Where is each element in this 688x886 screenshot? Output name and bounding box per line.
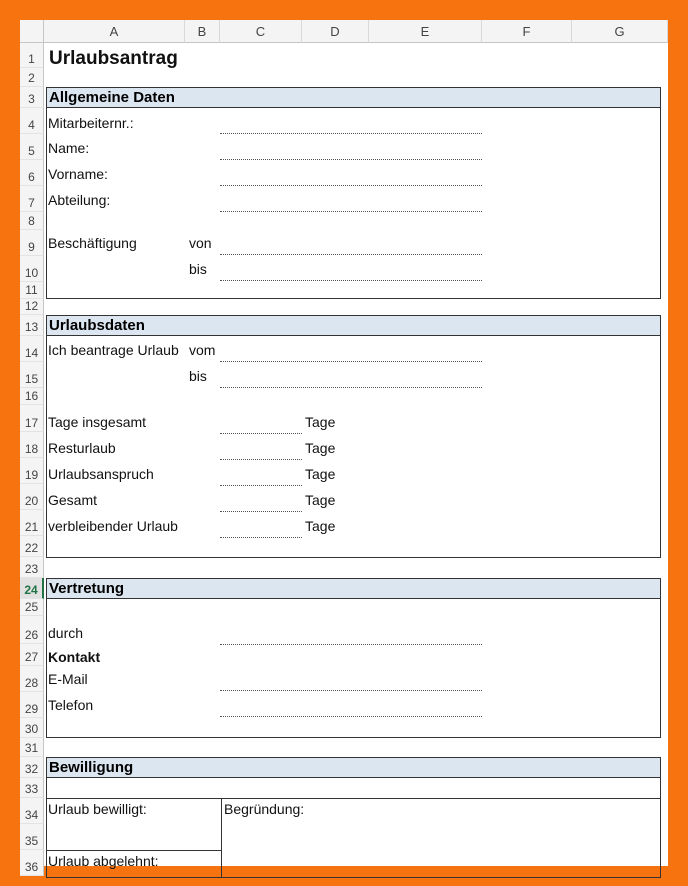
row-number: 9 (28, 240, 35, 254)
row-number: 15 (24, 372, 39, 386)
unit-tage: Tage (305, 492, 336, 508)
section-title: Urlaubsdaten (49, 317, 145, 334)
label-urlaub-bewilligt: Urlaub bewilligt: (48, 801, 147, 817)
input-abteilung[interactable] (220, 211, 482, 212)
bewilligung-divider (46, 798, 661, 799)
row-number: 18 (24, 442, 39, 456)
row-header[interactable] (20, 484, 44, 510)
row-number: 36 (24, 860, 39, 874)
row-header[interactable] (20, 336, 44, 362)
row-header[interactable] (20, 282, 44, 299)
label-durch: durch (48, 625, 84, 641)
section-header-allgemeine (46, 87, 661, 108)
row-number: 7 (28, 196, 35, 210)
row-number: 8 (28, 214, 35, 228)
section-header-vertretung (46, 578, 661, 599)
bewilligung-column-divider (221, 798, 222, 878)
bewilligung-row-divider (46, 850, 221, 851)
row-number: 34 (24, 808, 39, 822)
row-header[interactable] (20, 718, 44, 738)
unit-tage: Tage (305, 466, 336, 482)
label-beantrage: Ich beantrage Urlaub (48, 342, 179, 358)
row-number: 13 (24, 320, 39, 334)
row-header[interactable] (20, 798, 44, 824)
row-header[interactable] (20, 850, 44, 876)
label-urlaub-abgelehnt: Urlaub abgelehnt: (48, 853, 159, 869)
row-header[interactable] (20, 778, 44, 798)
row-number: 26 (24, 628, 39, 642)
row-number: 14 (24, 346, 39, 360)
row-number: 6 (28, 170, 35, 184)
section-box-vertretung (46, 599, 661, 738)
row-header[interactable] (20, 256, 44, 282)
input-vertretung-durch[interactable] (220, 644, 482, 645)
row-header[interactable] (20, 666, 44, 692)
row-header[interactable] (20, 212, 44, 230)
row-number: 28 (24, 676, 39, 690)
row-header[interactable] (20, 134, 44, 160)
select-all-corner[interactable] (20, 20, 44, 43)
row-number: 22 (24, 541, 39, 555)
input-urlaub-vom[interactable] (220, 361, 482, 362)
row-header[interactable] (20, 43, 44, 68)
label-urlaub-bis: bis (189, 368, 207, 384)
row-number: 31 (24, 741, 39, 755)
column-header-f[interactable]: F (482, 20, 572, 43)
section-header-urlaubsdaten (46, 315, 661, 336)
label-telefon: Telefon (48, 697, 94, 713)
section-title: Vertretung (49, 580, 125, 597)
label-abteilung: Abteilung: (48, 192, 111, 208)
spreadsheet (20, 20, 668, 874)
row-header[interactable] (20, 160, 44, 186)
row-header[interactable] (20, 644, 44, 666)
label-beschaeftigung: Beschäftigung (48, 235, 137, 251)
input-beschaeftigung-bis[interactable] (220, 280, 482, 281)
column-header-d[interactable]: D (302, 20, 369, 43)
row-header[interactable] (20, 299, 44, 315)
row-number: 4 (28, 118, 35, 132)
row-header[interactable] (20, 405, 44, 432)
label-verbleibender-urlaub: verbleibender Urlaub (48, 518, 178, 534)
unit-tage: Tage (305, 440, 336, 456)
row-number: 33 (24, 782, 39, 796)
row-header[interactable] (20, 315, 44, 336)
row-header[interactable] (20, 108, 44, 134)
column-header-e[interactable]: E (369, 20, 482, 43)
row-number: 23 (24, 562, 39, 576)
input-vorname[interactable] (220, 185, 482, 186)
row-number: 5 (28, 144, 35, 158)
row-number: 3 (28, 92, 35, 106)
row-number: 2 (28, 71, 35, 85)
row-header[interactable] (20, 510, 44, 536)
section-title: Allgemeine Daten (49, 89, 175, 106)
column-header-g[interactable]: G (572, 20, 668, 43)
row-header[interactable] (20, 388, 44, 405)
input-beschaeftigung-von[interactable] (220, 254, 482, 255)
page-title: Urlaubsantrag (49, 48, 178, 69)
unit-tage: Tage (305, 518, 336, 534)
label-von: von (189, 235, 212, 251)
column-header-b[interactable]: B (185, 20, 220, 43)
row-number: 10 (24, 266, 39, 280)
label-resturlaub: Resturlaub (48, 440, 116, 456)
label-urlaubsanspruch: Urlaubsanspruch (48, 466, 154, 482)
label-tage-insgesamt: Tage insgesamt (48, 414, 147, 430)
row-number: 20 (24, 494, 39, 508)
input-verbleibender-urlaub[interactable] (220, 537, 302, 538)
section-header-bewilligung (46, 757, 661, 778)
label-gesamt: Gesamt (48, 492, 98, 508)
row-header[interactable] (20, 557, 44, 578)
input-gesamt[interactable] (220, 511, 302, 512)
input-email[interactable] (220, 690, 482, 691)
row-header[interactable] (20, 757, 44, 778)
column-header-a[interactable]: A (44, 20, 185, 43)
row-number: 11 (25, 283, 38, 297)
row-header[interactable] (20, 692, 44, 718)
row-header[interactable] (20, 432, 44, 458)
label-kontakt: Kontakt (48, 649, 101, 665)
input-mitarbeiternr[interactable] (220, 133, 482, 134)
row-header[interactable] (20, 458, 44, 484)
label-bis: bis (189, 261, 207, 277)
row-header[interactable] (20, 599, 44, 616)
unit-tage: Tage (305, 414, 336, 430)
row-number: 16 (24, 389, 39, 403)
row-number: 1 (28, 52, 35, 66)
row-header[interactable] (20, 578, 44, 599)
row-number: 24 (24, 583, 38, 597)
row-header[interactable] (20, 362, 44, 388)
input-resturlaub[interactable] (220, 459, 302, 460)
label-name: Name: (48, 140, 90, 156)
row-header[interactable] (20, 68, 44, 87)
label-vom: vom (189, 342, 216, 358)
row-header[interactable] (20, 230, 44, 256)
input-urlaubsanspruch[interactable] (220, 485, 302, 486)
row-number: 32 (24, 762, 39, 776)
label-begruendung: Begründung: (224, 801, 305, 817)
row-number: 19 (24, 468, 39, 482)
row-header[interactable] (20, 616, 44, 644)
row-header[interactable] (20, 824, 44, 850)
label-mitarbeiternr: Mitarbeiternr.: (48, 115, 134, 131)
row-header[interactable] (20, 536, 44, 557)
row-number: 21 (24, 520, 39, 534)
row-number: 17 (24, 416, 39, 430)
row-number: 35 (24, 834, 39, 848)
input-tage-insgesamt[interactable] (220, 433, 302, 434)
row-number: 30 (24, 722, 39, 736)
row-header[interactable] (20, 738, 44, 757)
input-urlaub-bis[interactable] (220, 387, 482, 388)
label-vorname: Vorname: (48, 166, 108, 182)
row-header[interactable] (20, 186, 44, 212)
label-email: E-Mail (48, 671, 88, 687)
row-number: 29 (24, 702, 39, 716)
input-telefon[interactable] (220, 716, 482, 717)
row-number: 25 (24, 600, 39, 614)
section-box-allgemeine (46, 108, 661, 299)
row-number: 27 (24, 650, 39, 664)
section-title: Bewilligung (49, 759, 134, 776)
row-number: 12 (24, 299, 39, 313)
column-header-c[interactable]: C (220, 20, 302, 43)
input-name[interactable] (220, 159, 482, 160)
row-header[interactable] (20, 87, 44, 108)
